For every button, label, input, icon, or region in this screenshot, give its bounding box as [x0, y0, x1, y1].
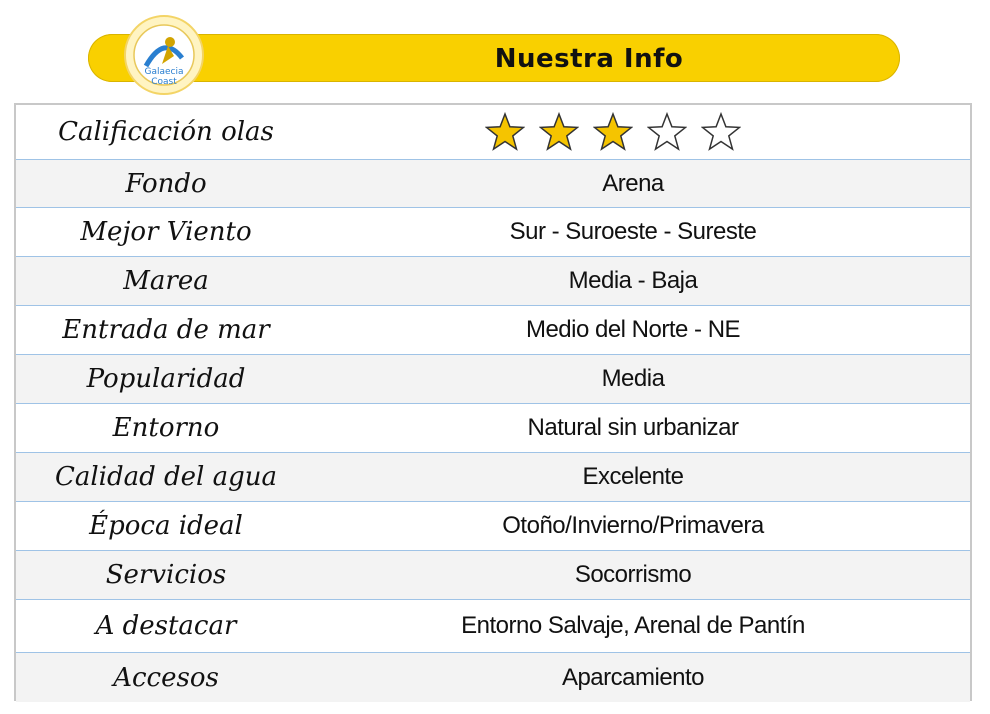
row-value: Otoño/Invierno/Primavera — [502, 512, 764, 539]
row-value: Media - Baja — [568, 267, 698, 294]
row-label: Popularidad — [86, 364, 246, 394]
row-label: Fondo — [125, 168, 207, 199]
logo — [118, 14, 210, 96]
table-row — [16, 502, 970, 551]
rating-stars — [316, 112, 970, 152]
table-row — [16, 453, 970, 502]
row-value: Excelente — [582, 463, 684, 490]
star-filled-icon — [593, 112, 633, 152]
row-label: Servicios — [105, 560, 227, 590]
table-row — [16, 355, 970, 404]
table-row-rating — [16, 105, 970, 160]
table-row — [16, 306, 970, 355]
row-value: Natural sin urbanizar — [527, 414, 739, 441]
svg-text:Galaecia: Galaecia — [144, 67, 184, 77]
row-label: Accesos — [113, 662, 219, 693]
row-value: Media — [601, 365, 665, 392]
table-row — [16, 208, 970, 257]
row-label: Calificación olas — [58, 117, 274, 147]
row-label: Época ideal — [89, 511, 243, 541]
star-filled-icon — [539, 112, 579, 152]
page-title: Nuestra Info — [494, 44, 684, 74]
table-row — [16, 653, 970, 702]
star-filled-icon — [485, 112, 525, 152]
row-value: Socorrismo — [574, 561, 692, 588]
row-label: Marea — [123, 266, 209, 296]
info-table — [14, 103, 972, 701]
row-value: Aparcamiento — [561, 663, 705, 691]
star-empty-icon — [701, 112, 741, 152]
table-row — [16, 404, 970, 453]
row-label: A destacar — [95, 611, 237, 641]
star-empty-icon — [647, 112, 687, 152]
table-row — [16, 257, 970, 306]
row-label: Entrada de mar — [62, 315, 270, 345]
row-value: Sur - Suroeste - Sureste — [509, 218, 757, 245]
row-value: Medio del Norte - NE — [525, 316, 741, 343]
row-label: Calidad del agua — [54, 462, 278, 492]
row-value: Arena — [602, 169, 664, 197]
svg-text:Coast: Coast — [151, 77, 177, 87]
table-row — [16, 160, 970, 208]
row-label: Entorno — [112, 413, 220, 443]
table-row — [16, 551, 970, 600]
row-label: Mejor Viento — [80, 217, 252, 247]
table-row — [16, 600, 970, 653]
row-value: Entorno Salvaje, Arenal de Pantín — [461, 612, 805, 639]
